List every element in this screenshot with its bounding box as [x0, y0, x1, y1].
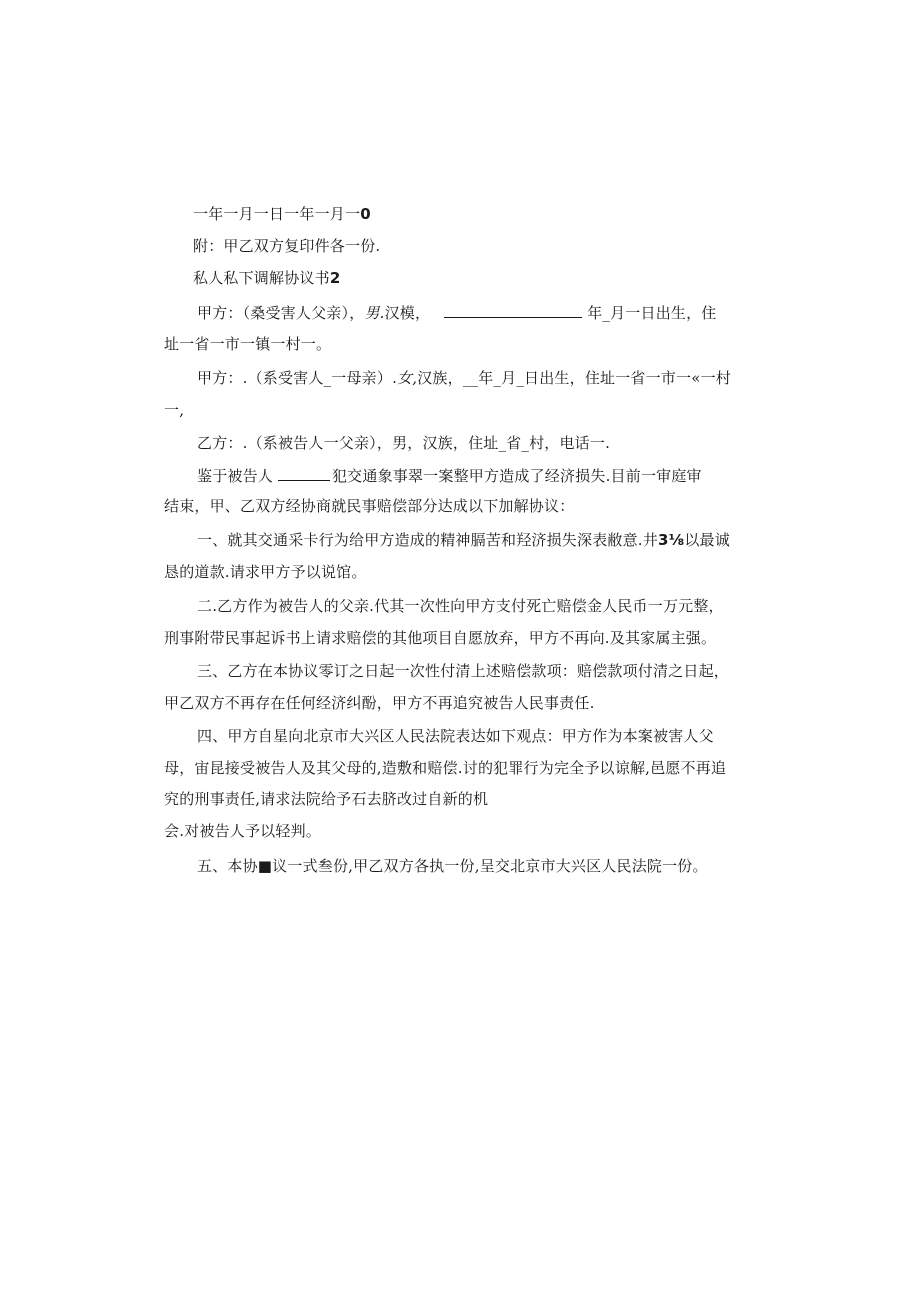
preamble-line-1-end: 犯交通象事翠一案整甲方造成了经济损失.目前一审庭审 [331, 467, 702, 485]
clause-1-line-1-start: 一、就其交通采卡行为给甲方造成的精神膈苦和羟济损失深表敝意.井 [197, 531, 658, 549]
clause-2-line-2: 刑事附带民事起诉书上请求赔偿的其他项目自愿放弃，甲方不再向.及其家属主强。 [164, 629, 717, 647]
party-b-line: 乙方：.（系被告人一父亲），男，汉族，住址_省_村，电话一. [197, 434, 611, 452]
party-a1-line-1-mid: 汉模， [384, 304, 431, 322]
defendant-name-blank [278, 465, 330, 481]
clause-4-line-1: 四、甲方自星向北京市大兴区人民法院表达如下观点：甲方作为本案被害人父 [197, 727, 714, 745]
party-a2-line-2: 一, [164, 401, 185, 419]
party-a1-gender: 男. [364, 304, 385, 322]
party-a1-line-2: 址一省一市一镇一村一。 [164, 335, 332, 353]
clause-4-line-4: 会.对被告人予以轻判。 [164, 822, 321, 840]
clause-1-amount: 3⅛ [657, 531, 685, 549]
clause-3-line-1: 三、乙方在本协议零订之日起一次性付清上述赔偿款项：赔偿款项付清之日起， [197, 662, 730, 680]
party-a2-line-1 [197, 368, 731, 388]
agreement-title-text: 私人私下调解协议书 [193, 269, 330, 287]
clause-1-line-2: 恳的道款.请求甲方予以说馆。 [164, 563, 367, 581]
date-line-suffix: 0 [360, 205, 371, 223]
clause-3-line-2: 甲乙双方不再存在任何经济纠酚，甲方不再追究被告人民事责任. [164, 694, 595, 712]
clause-4-line-2: 母，宙昆接受被告人及其父母的,造敷和赔偿.讨的犯罪行为完全予以谅解,邑愿不再追 [164, 759, 727, 777]
preamble-line-1 [197, 465, 702, 486]
party-a1-name-blank [444, 302, 582, 318]
clause-1-line-1 [197, 530, 730, 550]
clause-5-line: 五、本协■议一式叁份,甲乙双方各执一份,呈交北京市大兴区人民法院一份。 [197, 857, 708, 875]
party-a1-line-1-start: 甲方：（桑受害人父亲）， [197, 304, 365, 322]
date-line [193, 204, 371, 224]
clause-2-line-1: 二.乙方作为被告人的父亲.代其一次性向甲方支付死亡赔偿金人民币一万元整， [197, 597, 724, 615]
preamble-line-2: 结束，甲、乙双方经协商就民事赔偿部分达成以下加解协议： [164, 497, 575, 515]
clause-4-line-3: 究的刑事责任,请求法院给予石去脐改过自新的机 [164, 790, 489, 808]
agreement-title [193, 268, 340, 288]
agreement-title-number: 2 [329, 269, 341, 287]
preamble-line-1-start: 鉴于被告人 [197, 467, 278, 485]
attachment-note: 附：甲乙双方复印件各一份. [193, 237, 381, 255]
party-a2-line-1-start: 甲方：.（系受害人_一母亲）. [197, 369, 398, 387]
date-line-text: 一年一月一日一年一月一 [193, 205, 361, 223]
party-a2-gender: 女, [397, 369, 418, 387]
clause-1-line-1-end: 以最诚 [684, 531, 730, 549]
party-a1-line-1 [197, 302, 717, 323]
party-a1-line-1-end: 年_月一日出生，住 [587, 304, 717, 322]
party-a2-line-1-end: 汉族，__年_月_日出生，住址一省一市一«一村 [417, 369, 731, 387]
